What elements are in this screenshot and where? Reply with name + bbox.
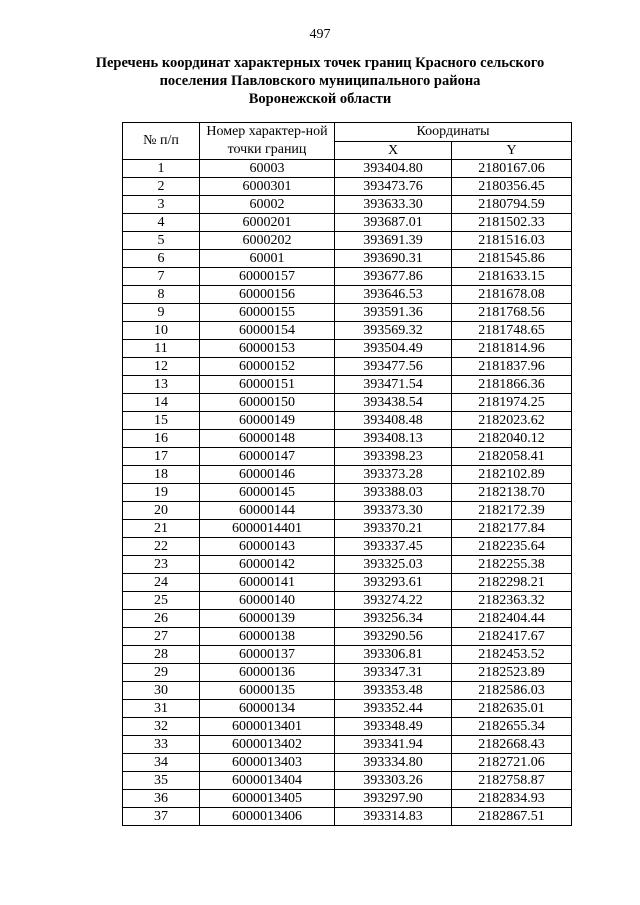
cell-y: 2181748.65 [452, 322, 572, 340]
cell-y: 2180356.45 [452, 178, 572, 196]
table-row [123, 754, 572, 772]
cell-y: 2182138.70 [452, 484, 572, 502]
cell-point-id: 60000141 [200, 574, 335, 592]
cell-point-id: 60000154 [200, 322, 335, 340]
table-row [123, 700, 572, 718]
cell-index: 20 [123, 502, 200, 520]
header-coordinates: Координаты [335, 123, 572, 142]
cell-index: 19 [123, 484, 200, 502]
cell-x: 393352.44 [335, 700, 452, 718]
cell-x: 393314.83 [335, 808, 452, 826]
cell-index: 35 [123, 772, 200, 790]
cell-y: 2182834.93 [452, 790, 572, 808]
cell-y: 2182655.34 [452, 718, 572, 736]
cell-point-id: 60000153 [200, 340, 335, 358]
table-row [123, 160, 572, 178]
cell-x: 393408.13 [335, 430, 452, 448]
cell-point-id: 60000151 [200, 376, 335, 394]
cell-point-id: 60000143 [200, 538, 335, 556]
cell-y: 2182523.89 [452, 664, 572, 682]
cell-y: 2182721.06 [452, 754, 572, 772]
cell-y: 2182172.39 [452, 502, 572, 520]
cell-point-id: 6000301 [200, 178, 335, 196]
cell-y: 2182102.89 [452, 466, 572, 484]
cell-x: 393348.49 [335, 718, 452, 736]
cell-y: 2181837.96 [452, 358, 572, 376]
title-line-1: Перечень координат характерных точек границ Красного сельского [95, 55, 545, 71]
cell-y: 2181516.03 [452, 232, 572, 250]
table-row [123, 538, 572, 556]
cell-index: 25 [123, 592, 200, 610]
cell-index: 15 [123, 412, 200, 430]
cell-x: 393256.34 [335, 610, 452, 628]
cell-y: 2182058.41 [452, 448, 572, 466]
cell-point-id: 6000013401 [200, 718, 335, 736]
cell-index: 17 [123, 448, 200, 466]
table-row [123, 376, 572, 394]
cell-y: 2181633.15 [452, 268, 572, 286]
table-row [123, 664, 572, 682]
cell-index: 28 [123, 646, 200, 664]
cell-point-id: 60000148 [200, 430, 335, 448]
cell-x: 393347.31 [335, 664, 452, 682]
cell-x: 393569.32 [335, 322, 452, 340]
cell-x: 393274.22 [335, 592, 452, 610]
cell-point-id: 6000201 [200, 214, 335, 232]
cell-y: 2182758.87 [452, 772, 572, 790]
cell-x: 393334.80 [335, 754, 452, 772]
cell-y: 2181814.96 [452, 340, 572, 358]
cell-point-id: 60000156 [200, 286, 335, 304]
cell-x: 393373.30 [335, 502, 452, 520]
cell-point-id: 60000140 [200, 592, 335, 610]
table-row [123, 682, 572, 700]
table-row [123, 556, 572, 574]
cell-y: 2181974.25 [452, 394, 572, 412]
cell-point-id: 60000142 [200, 556, 335, 574]
table-row [123, 484, 572, 502]
cell-y: 2182040.12 [452, 430, 572, 448]
cell-point-id: 60000137 [200, 646, 335, 664]
cell-x: 393690.31 [335, 250, 452, 268]
cell-x: 393473.76 [335, 178, 452, 196]
cell-y: 2182404.44 [452, 610, 572, 628]
cell-y: 2182417.67 [452, 628, 572, 646]
cell-point-id: 60000146 [200, 466, 335, 484]
cell-point-id: 6000013403 [200, 754, 335, 772]
cell-x: 393373.28 [335, 466, 452, 484]
cell-y: 2180167.06 [452, 160, 572, 178]
cell-x: 393477.56 [335, 358, 452, 376]
cell-y: 2182586.03 [452, 682, 572, 700]
table-row [123, 394, 572, 412]
cell-point-id: 60000152 [200, 358, 335, 376]
cell-y: 2182235.64 [452, 538, 572, 556]
cell-x: 393504.49 [335, 340, 452, 358]
cell-index: 2 [123, 178, 200, 196]
cell-point-id: 60000150 [200, 394, 335, 412]
table-row [123, 286, 572, 304]
cell-point-id: 6000013405 [200, 790, 335, 808]
cell-index: 16 [123, 430, 200, 448]
cell-index: 5 [123, 232, 200, 250]
cell-y: 2182177.84 [452, 520, 572, 538]
table-row [123, 628, 572, 646]
table-row [123, 808, 572, 826]
cell-index: 9 [123, 304, 200, 322]
cell-point-id: 60000134 [200, 700, 335, 718]
table-row [123, 502, 572, 520]
table-row [123, 718, 572, 736]
cell-point-id: 60000139 [200, 610, 335, 628]
cell-x: 393633.30 [335, 196, 452, 214]
cell-index: 8 [123, 286, 200, 304]
cell-y: 2181866.36 [452, 376, 572, 394]
cell-point-id: 6000202 [200, 232, 335, 250]
cell-index: 29 [123, 664, 200, 682]
cell-x: 393438.54 [335, 394, 452, 412]
cell-point-id: 60000155 [200, 304, 335, 322]
cell-x: 393691.39 [335, 232, 452, 250]
cell-index: 21 [123, 520, 200, 538]
cell-index: 14 [123, 394, 200, 412]
table-row [123, 304, 572, 322]
document-title [60, 54, 580, 108]
table-row [123, 790, 572, 808]
cell-x: 393398.23 [335, 448, 452, 466]
table-row [123, 574, 572, 592]
cell-point-id: 6000013402 [200, 736, 335, 754]
table-row [123, 322, 572, 340]
cell-x: 393303.26 [335, 772, 452, 790]
cell-index: 32 [123, 718, 200, 736]
cell-index: 31 [123, 700, 200, 718]
cell-x: 393297.90 [335, 790, 452, 808]
cell-index: 4 [123, 214, 200, 232]
cell-x: 393408.48 [335, 412, 452, 430]
cell-x: 393687.01 [335, 214, 452, 232]
table-row [123, 340, 572, 358]
cell-x: 393591.36 [335, 304, 452, 322]
table-row [123, 772, 572, 790]
cell-point-id: 60000138 [200, 628, 335, 646]
cell-x: 393306.81 [335, 646, 452, 664]
cell-x: 393677.86 [335, 268, 452, 286]
title-line-3: Воронежской области [248, 91, 392, 107]
cell-point-id: 60000136 [200, 664, 335, 682]
cell-index: 18 [123, 466, 200, 484]
cell-y: 2182363.32 [452, 592, 572, 610]
cell-y: 2181768.56 [452, 304, 572, 322]
cell-index: 11 [123, 340, 200, 358]
cell-index: 27 [123, 628, 200, 646]
cell-index: 24 [123, 574, 200, 592]
cell-index: 1 [123, 160, 200, 178]
cell-index: 23 [123, 556, 200, 574]
header-x: X [335, 141, 452, 160]
cell-point-id: 60000145 [200, 484, 335, 502]
table-row [123, 232, 572, 250]
table-row [123, 358, 572, 376]
cell-point-id: 60001 [200, 250, 335, 268]
table-row [123, 448, 572, 466]
table-row [123, 520, 572, 538]
cell-index: 33 [123, 736, 200, 754]
cell-y: 2181678.08 [452, 286, 572, 304]
cell-y: 2181502.33 [452, 214, 572, 232]
table-row [123, 268, 572, 286]
cell-x: 393293.61 [335, 574, 452, 592]
cell-point-id: 6000013404 [200, 772, 335, 790]
cell-index: 10 [123, 322, 200, 340]
header-point-id: Номер характер-ной точки границ [200, 123, 335, 160]
cell-x: 393325.03 [335, 556, 452, 574]
cell-index: 7 [123, 268, 200, 286]
table-row [123, 646, 572, 664]
cell-x: 393646.53 [335, 286, 452, 304]
table-row [123, 736, 572, 754]
cell-x: 393353.48 [335, 682, 452, 700]
cell-y: 2182298.21 [452, 574, 572, 592]
cell-y: 2182635.01 [452, 700, 572, 718]
cell-point-id: 60000144 [200, 502, 335, 520]
table-row [123, 466, 572, 484]
cell-point-id: 60003 [200, 160, 335, 178]
cell-index: 13 [123, 376, 200, 394]
cell-index: 26 [123, 610, 200, 628]
table-row [123, 178, 572, 196]
cell-index: 34 [123, 754, 200, 772]
cell-y: 2182023.62 [452, 412, 572, 430]
cell-point-id: 60002 [200, 196, 335, 214]
cell-index: 36 [123, 790, 200, 808]
table-row [123, 430, 572, 448]
cell-index: 30 [123, 682, 200, 700]
cell-index: 6 [123, 250, 200, 268]
cell-y: 2182867.51 [452, 808, 572, 826]
cell-point-id: 60000147 [200, 448, 335, 466]
cell-y: 2181545.86 [452, 250, 572, 268]
cell-y: 2182255.38 [452, 556, 572, 574]
table-header [123, 123, 572, 160]
cell-x: 393290.56 [335, 628, 452, 646]
table-body [123, 160, 572, 826]
cell-point-id: 6000013406 [200, 808, 335, 826]
cell-point-id: 6000014401 [200, 520, 335, 538]
page-number: 497 [309, 27, 331, 42]
cell-x: 393337.45 [335, 538, 452, 556]
cell-point-id: 60000135 [200, 682, 335, 700]
cell-y: 2182453.52 [452, 646, 572, 664]
cell-x: 393471.54 [335, 376, 452, 394]
table-row [123, 610, 572, 628]
cell-y: 2182668.43 [452, 736, 572, 754]
cell-index: 3 [123, 196, 200, 214]
coordinates-table [122, 122, 572, 826]
table-row [123, 214, 572, 232]
cell-x: 393370.21 [335, 520, 452, 538]
cell-index: 37 [123, 808, 200, 826]
header-index: № п/п [123, 123, 200, 160]
title-line-2: поселения Павловского муниципального района [159, 73, 481, 89]
table-row [123, 196, 572, 214]
table-row [123, 592, 572, 610]
cell-x: 393388.03 [335, 484, 452, 502]
cell-point-id: 60000157 [200, 268, 335, 286]
cell-point-id: 60000149 [200, 412, 335, 430]
table-row [123, 412, 572, 430]
cell-index: 22 [123, 538, 200, 556]
header-y: Y [452, 141, 572, 160]
cell-x: 393341.94 [335, 736, 452, 754]
cell-x: 393404.80 [335, 160, 452, 178]
cell-index: 12 [123, 358, 200, 376]
table-row [123, 250, 572, 268]
cell-y: 2180794.59 [452, 196, 572, 214]
